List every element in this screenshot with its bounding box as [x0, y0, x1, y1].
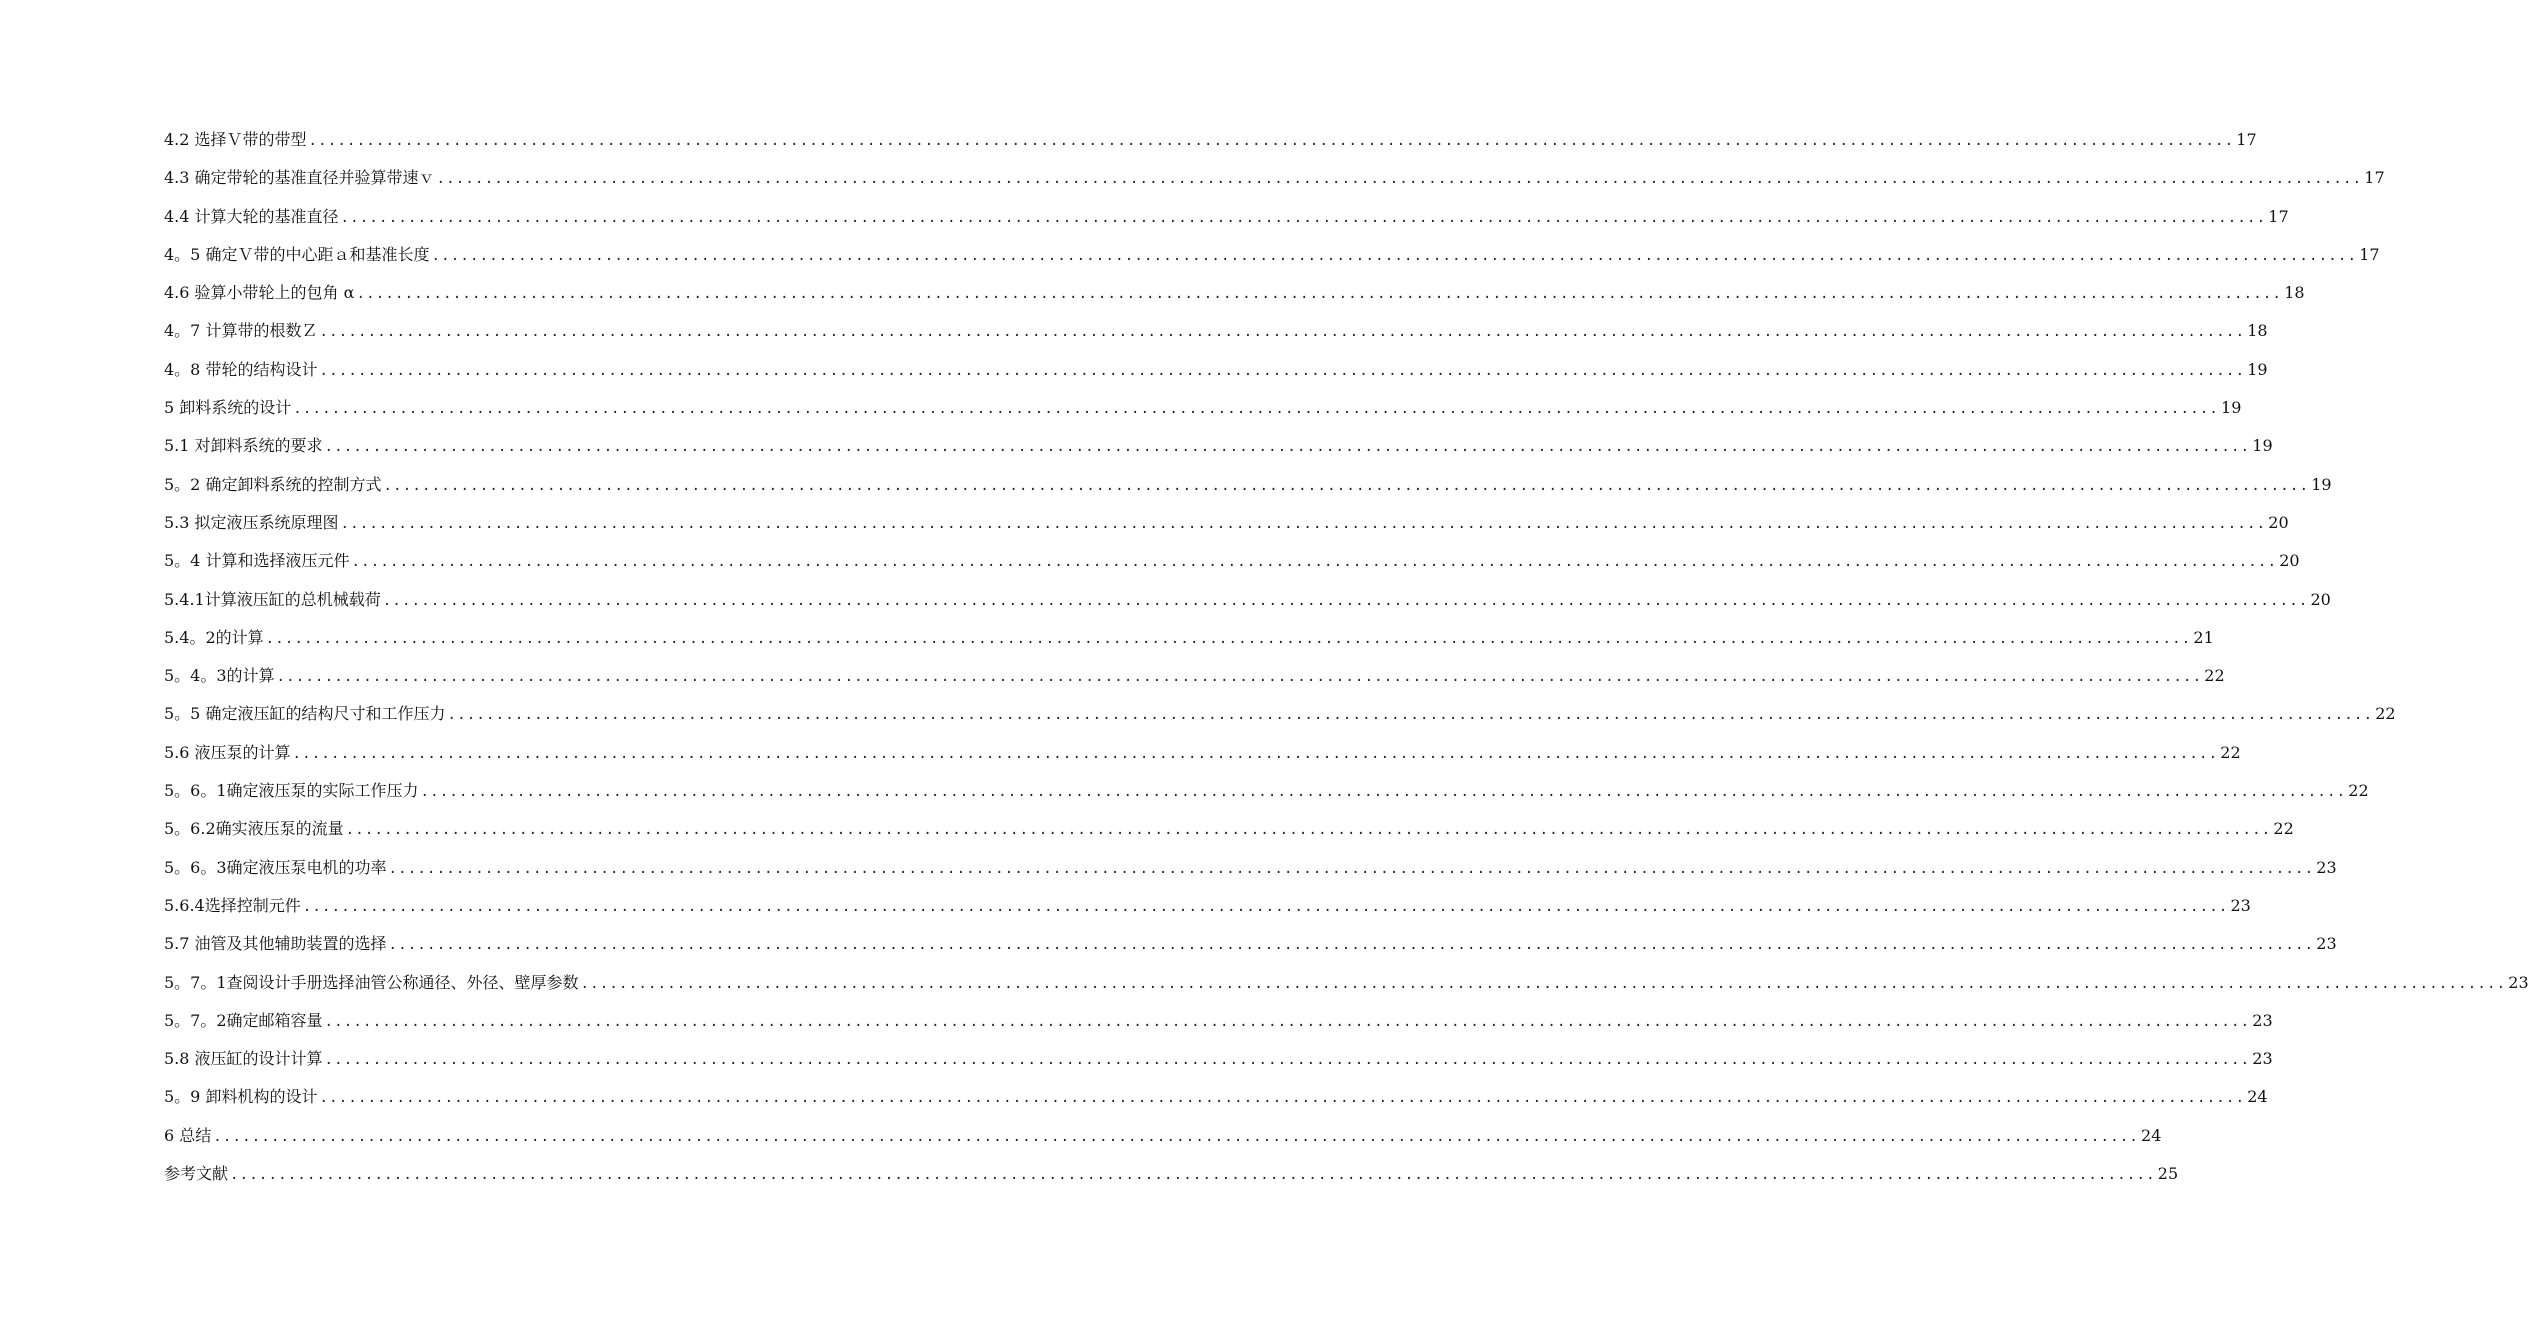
toc-entry[interactable]: [164, 810, 2294, 848]
toc-entry-page: 24: [2141, 1125, 2162, 1145]
toc-entry-page: 23: [2252, 1049, 2273, 1069]
toc-entry-title: 5。6。1确定液压泵的实际工作压力: [164, 781, 419, 801]
toc-entry[interactable]: [164, 274, 2305, 312]
toc-entry-title: 5。4。3的计算: [164, 666, 275, 686]
toc-entry-title: 5。5 确定液压缸的结构尺寸和工作压力: [164, 704, 446, 724]
toc-leader-dots: ........................................................................................................................................................................................................: [388, 937, 2315, 954]
toc-entry-page: 19: [2221, 398, 2242, 418]
toc-entry-page: 22: [2273, 819, 2294, 839]
toc-entry-page: 25: [2157, 1164, 2179, 1184]
toc-entry-page: 22: [2204, 666, 2225, 686]
toc-entry[interactable]: [164, 504, 2289, 542]
toc-entry[interactable]: [164, 427, 2273, 465]
toc-entry[interactable]: [164, 772, 2369, 810]
toc-entry-title: 5.6.4选择控制元件: [164, 895, 301, 915]
toc-leader-dots: ........................................................................................................................................................................................................: [292, 745, 2219, 762]
toc-entry-page: 23: [2230, 895, 2251, 915]
toc-entry-title: 4.4 计算大轮的基准直径: [164, 206, 339, 226]
toc-entry[interactable]: [164, 351, 2268, 389]
toc-leader-dots: ........................................................................................................................................................................................................: [319, 362, 2246, 379]
toc-entry-title: 4.3 确定带轮的基准直径并验算带速ｖ: [164, 168, 435, 188]
toc-leader-dots: ........................................................................................................................................................................................................: [356, 286, 2283, 303]
toc-entry[interactable]: [164, 121, 2257, 159]
toc-entry[interactable]: [164, 734, 2241, 772]
toc-leader-dots: ........................................................................................................................................................................................................: [324, 439, 2251, 456]
toc-leader-dots: ........................................................................................................................................................................................................: [276, 669, 2203, 686]
toc-leader-dots: ........................................................................................................................................................................................................: [213, 1128, 2140, 1145]
toc-entry-page: 17: [2268, 206, 2289, 226]
toc-leader-dots: ........................................................................................................................................................................................................: [293, 401, 2220, 418]
toc-entry-title: 5.7 油管及其他辅助装置的选择: [164, 934, 387, 954]
toc-entry-title: 4。7 计算带的根数Ｚ: [164, 321, 318, 341]
toc-entry[interactable]: [164, 159, 2385, 197]
toc-entry-page: 24: [2247, 1087, 2268, 1107]
toc-entry-page: 20: [2279, 551, 2300, 571]
toc-entry-title: 5.6 液压泵的计算: [164, 742, 291, 762]
toc-entry[interactable]: [164, 849, 2337, 887]
toc-entry[interactable]: [164, 1002, 2273, 1040]
toc-entry-title: 5。2 确定卸料系统的控制方式: [164, 474, 382, 494]
toc-leader-dots: ........................................................................................................................................................................................................: [340, 209, 2267, 226]
toc-entry-page: 20: [2268, 512, 2289, 532]
toc-leader-dots: ........................................................................................................................................................................................................: [447, 707, 2374, 724]
toc-leader-dots: ........................................................................................................................................................................................................: [383, 477, 2310, 494]
toc-entry[interactable]: [164, 925, 2337, 963]
toc-entry-title: 4。8 带轮的结构设计: [164, 359, 318, 379]
toc-entry-title: 6 总结: [164, 1125, 212, 1145]
toc-entry-page: 22: [2375, 704, 2396, 724]
toc-leader-dots: ........................................................................................................................................................................................................: [324, 1013, 2251, 1030]
toc-entry-page: 17: [2359, 244, 2380, 264]
toc-entry[interactable]: [164, 887, 2251, 925]
toc-entry[interactable]: [164, 542, 2300, 580]
toc-entry-page: 19: [2311, 474, 2332, 494]
toc-entry-page: 20: [2310, 589, 2331, 609]
toc-entry-title: 5.1 对卸料系统的要求: [164, 436, 323, 456]
toc-leader-dots: ........................................................................................................................................................................................................: [580, 975, 2507, 992]
toc-entry-page: 18: [2247, 321, 2268, 341]
toc-leader-dots: ........................................................................................................................................................................................................: [340, 515, 2267, 532]
toc-entry[interactable]: [164, 312, 2268, 350]
toc-entry[interactable]: [164, 619, 2214, 657]
toc-entry-page: 19: [2247, 359, 2268, 379]
toc-entry[interactable]: [164, 389, 2242, 427]
toc-entry[interactable]: [164, 1078, 2268, 1116]
toc-leader-dots: ........................................................................................................................................................................................................: [265, 630, 2192, 647]
toc-entry-title: 5。7。2确定邮箱容量: [164, 1010, 323, 1030]
toc-leader-dots: ........................................................................................................................................................................................................: [345, 822, 2272, 839]
toc-entry-title: 5。6。3确定液压泵电机的功率: [164, 857, 387, 877]
toc-leader-dots: ........................................................................................................................................................................................................: [319, 324, 2246, 341]
toc-entry-page: 17: [2364, 168, 2385, 188]
toc-entry[interactable]: [164, 1155, 2179, 1193]
toc-entry-title: 5。9 卸料机构的设计: [164, 1087, 318, 1107]
toc-leader-dots: ........................................................................................................................................................................................................: [230, 1167, 2156, 1184]
toc-leader-dots: ........................................................................................................................................................................................................: [420, 784, 2347, 801]
toc-entry[interactable]: [164, 1117, 2162, 1155]
toc-leader-dots: ........................................................................................................................................................................................................: [308, 133, 2235, 149]
toc-entry[interactable]: [164, 964, 2529, 1002]
toc-entry-page: 17: [2236, 130, 2257, 149]
toc-entry-title: 5.4。2的计算: [164, 627, 264, 647]
toc-entry-page: 22: [2220, 742, 2241, 762]
toc-entry-page: 23: [2252, 1010, 2273, 1030]
toc-leader-dots: ........................................................................................................................................................................................................: [319, 1090, 2246, 1107]
toc-entry[interactable]: [164, 1040, 2273, 1078]
toc-entry[interactable]: [164, 695, 2396, 733]
toc-entry[interactable]: [164, 466, 2332, 504]
toc-entry[interactable]: [164, 581, 2331, 619]
toc-entry-page: 23: [2508, 972, 2529, 992]
toc-entry-title: 5.8 液压缸的设计计算: [164, 1049, 323, 1069]
toc-entry-title: 5。6.2确实液压泵的流量: [164, 819, 344, 839]
toc-entry-page: 23: [2316, 934, 2337, 954]
toc-entry-title: 参考文献: [164, 1164, 229, 1184]
toc-entry-page: 18: [2284, 283, 2305, 303]
table-of-contents: [164, 121, 2529, 1193]
toc-entry[interactable]: [164, 236, 2380, 274]
toc-leader-dots: ........................................................................................................................................................................................................: [351, 554, 2278, 571]
toc-leader-dots: ........................................................................................................................................................................................................: [431, 247, 2358, 264]
toc-entry-title: 5。7。1查阅设计手册选择油管公称通径、外径、壁厚参数: [164, 972, 579, 992]
toc-leader-dots: ........................................................................................................................................................................................................: [302, 898, 2229, 915]
toc-entry-title: 4。5 确定Ｖ带的中心距ａ和基准长度: [164, 244, 430, 264]
toc-entry[interactable]: [164, 657, 2225, 695]
toc-entry-title: 4.2 选择Ｖ带的带型: [164, 130, 307, 149]
toc-entry-title: 4.6 验算小带轮上的包角 α: [164, 283, 355, 303]
toc-entry-title: 5 卸料系统的设计: [164, 398, 292, 418]
toc-entry-title: 5。4 计算和选择液压元件: [164, 551, 350, 571]
toc-leader-dots: ........................................................................................................................................................................................................: [324, 1052, 2251, 1069]
toc-leader-dots: ........................................................................................................................................................................................................: [436, 171, 2363, 188]
toc-entry[interactable]: [164, 198, 2289, 236]
toc-entry-page: 21: [2193, 627, 2214, 647]
toc-entry-page: 23: [2316, 857, 2337, 877]
toc-leader-dots: ........................................................................................................................................................................................................: [388, 860, 2315, 877]
toc-entry-title: 5.3 拟定液压系统原理图: [164, 512, 339, 532]
toc-entry-page: 19: [2252, 436, 2273, 456]
toc-leader-dots: ........................................................................................................................................................................................................: [382, 592, 2309, 609]
toc-entry-page: 22: [2348, 781, 2369, 801]
toc-entry-title: 5.4.1计算液压缸的总机械载荷: [164, 589, 381, 609]
